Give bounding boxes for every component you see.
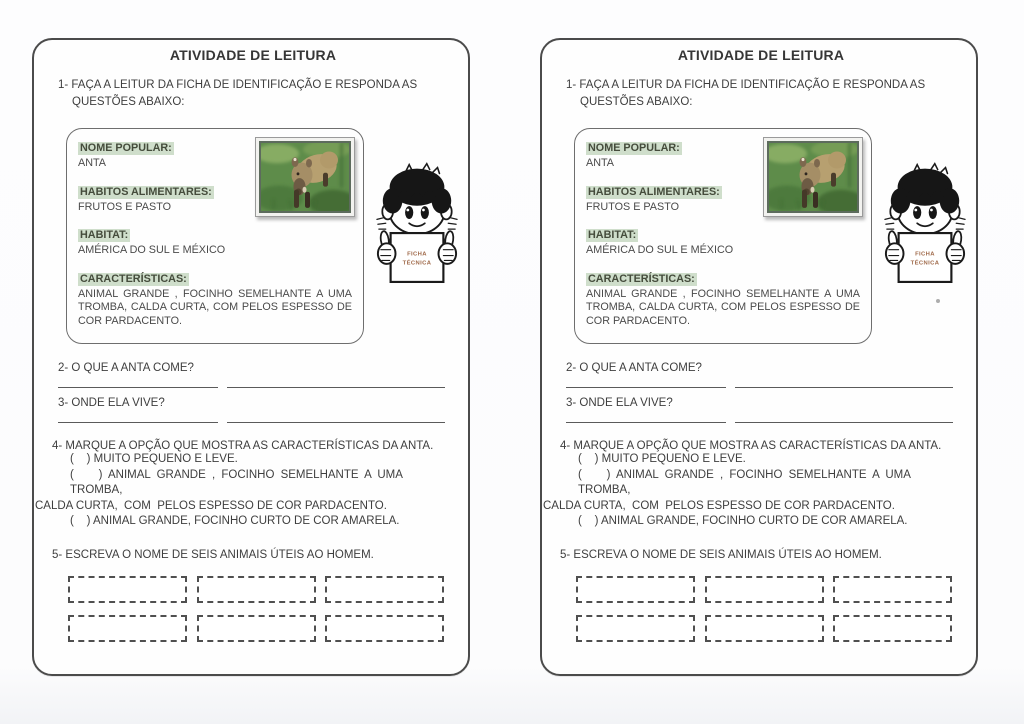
field-value: AMÉRICA DO SUL E MÉXICO <box>586 244 734 256</box>
question-1-line1: 1- FAÇA A LEITUR DA FICHA DE IDENTIFICAÇÃO E RESPONDA AS <box>566 79 926 91</box>
anta-photo-frame <box>763 137 863 217</box>
answer-line-segment <box>58 387 218 388</box>
question-4-option-2-line1: ( ) ANIMAL GRANDE , FOCINHO SEMELHANTE A UMA TROMBA, <box>70 468 409 496</box>
anta-photo <box>767 141 859 213</box>
question-1 <box>58 77 448 111</box>
ficha-field-caracteristicas <box>78 269 352 329</box>
ficha-field-nome-popular <box>78 138 248 171</box>
field-label: NOME POPULAR: <box>80 142 172 154</box>
answer-line-segment <box>735 387 953 388</box>
field-label: NOME POPULAR: <box>588 142 680 154</box>
anta-photo <box>259 141 351 213</box>
answer-boxes-row <box>68 576 444 603</box>
answer-boxes-row <box>576 615 952 642</box>
cartoon-girl-with-sign <box>882 161 968 311</box>
question-5: 5- ESCREVA O NOME DE SEIS ANIMAIS ÚTEIS AO HOMEM. <box>52 548 374 561</box>
question-2: 2- O QUE A ANTA COME? <box>566 362 702 374</box>
worksheet-title: ATIVIDADE DE LEITURA <box>169 47 337 63</box>
answer-boxes-grid <box>58 576 448 642</box>
ficha-field-habitat <box>78 225 352 258</box>
answer-box <box>325 615 444 642</box>
field-value: FRUTOS E PASTO <box>586 200 679 213</box>
field-value: ANTA <box>586 157 614 169</box>
question-1-line2: QUESTÕES ABAIXO: <box>580 96 693 108</box>
field-value: ANTA <box>78 157 106 169</box>
sign-text-line1: FICHA <box>915 251 935 258</box>
field-label: CARACTERÍSTICAS: <box>588 272 695 285</box>
answer-line-segment <box>735 422 953 423</box>
worksheet-page-1 <box>32 38 470 676</box>
question-4-option-1: ( ) MUITO PEQUENO E LEVE. <box>578 453 746 465</box>
answer-boxes-grid <box>566 576 956 642</box>
question-5: 5- ESCREVA O NOME DE SEIS ANIMAIS ÚTEIS AO HOMEM. <box>560 548 882 561</box>
answer-box <box>705 576 824 603</box>
answer-line-segment <box>566 422 726 423</box>
field-value: AMÉRICA DO SUL E MÉXICO <box>78 244 226 256</box>
field-label: CARACTERÍSTICAS: <box>80 272 187 285</box>
ficha-field-habitos <box>78 182 248 215</box>
worksheet-page-2 <box>540 38 978 676</box>
field-label: HABITAT: <box>588 229 637 241</box>
ficha-field-habitat <box>586 225 860 258</box>
ficha-field-nome-popular <box>586 138 756 171</box>
question-4-heading: 4- MARQUE A OPÇÃO QUE MOSTRA AS CARACTERÍSTICAS DA ANTA. <box>560 440 942 452</box>
question-4-option-3: ( ) ANIMAL GRANDE, FOCINHO CURTO DE COR AMARELA. <box>578 515 908 527</box>
answer-line-q3 <box>58 422 448 423</box>
question-1 <box>566 77 956 111</box>
anta-photo-frame <box>255 137 355 217</box>
question-4 <box>35 440 448 530</box>
ficha-identificacao-box <box>574 128 872 344</box>
ficha-area <box>566 128 956 346</box>
ficha-area <box>58 128 448 346</box>
question-1-line1: 1- FAÇA A LEITUR DA FICHA DE IDENTIFICAÇÃO E RESPONDA AS <box>58 79 418 91</box>
sign-text-line1: FICHA <box>407 251 427 258</box>
question-4-heading: 4- MARQUE A OPÇÃO QUE MOSTRA AS CARACTERÍSTICAS DA ANTA. <box>52 440 434 452</box>
tapir-illustration <box>261 143 349 211</box>
answer-line-q3 <box>566 422 956 423</box>
scan-speck <box>936 299 940 303</box>
field-value: FRUTOS E PASTO <box>78 200 171 213</box>
answer-box <box>576 576 695 603</box>
monica-character <box>374 161 460 311</box>
worksheet-title: ATIVIDADE DE LEITURA <box>677 47 845 63</box>
answer-box <box>705 615 824 642</box>
answer-boxes-row <box>576 576 952 603</box>
cartoon-girl-with-sign <box>374 161 460 311</box>
question-4-option-2-line2: CALDA CURTA, COM PELOS ESPESSO DE COR PARDACENTO. <box>543 499 895 512</box>
answer-line-q2 <box>566 387 956 388</box>
field-label: HABITAT: <box>80 229 129 241</box>
ficha-identificacao-box <box>66 128 364 344</box>
field-label: HABITOS ALIMENTARES: <box>80 185 212 198</box>
answer-box <box>833 615 952 642</box>
question-4 <box>543 440 956 530</box>
answer-line-segment <box>566 387 726 388</box>
sign-text-line2: TÉCNICA <box>402 260 432 267</box>
answer-line-segment <box>227 422 445 423</box>
answer-line-segment <box>227 387 445 388</box>
sign-text-line2: TÉCNICA <box>910 260 940 267</box>
question-3: 3- ONDE ELA VIVE? <box>58 397 165 409</box>
answer-box <box>197 615 316 642</box>
answer-box <box>576 615 695 642</box>
ficha-field-habitos <box>586 182 756 215</box>
answer-line-segment <box>58 422 218 423</box>
question-3: 3- ONDE ELA VIVE? <box>566 397 673 409</box>
question-4-option-2-line2: CALDA CURTA, COM PELOS ESPESSO DE COR PARDACENTO. <box>35 499 387 512</box>
field-value: ANIMAL GRANDE , FOCINHO SEMELHANTE A UMA TROMBA, CALDA CURTA, COM PELOS ESPESSO DE COR PARDACENTO. <box>586 287 860 327</box>
answer-box <box>68 615 187 642</box>
field-label: HABITOS ALIMENTARES: <box>588 185 720 198</box>
answer-box <box>833 576 952 603</box>
tapir-illustration <box>769 143 857 211</box>
question-4-option-1: ( ) MUITO PEQUENO E LEVE. <box>70 453 238 465</box>
question-4-option-2-line1: ( ) ANIMAL GRANDE , FOCINHO SEMELHANTE A UMA TROMBA, <box>578 468 917 496</box>
ficha-field-caracteristicas <box>586 269 860 329</box>
monica-character <box>882 161 968 311</box>
question-4-option-3: ( ) ANIMAL GRANDE, FOCINHO CURTO DE COR AMARELA. <box>70 515 400 527</box>
answer-boxes-row <box>68 615 444 642</box>
field-value: ANIMAL GRANDE , FOCINHO SEMELHANTE A UMA TROMBA, CALDA CURTA, COM PELOS ESPESSO DE COR PARDACENTO. <box>78 287 352 327</box>
question-2: 2- O QUE A ANTA COME? <box>58 362 194 374</box>
answer-box <box>197 576 316 603</box>
answer-box <box>325 576 444 603</box>
answer-line-q2 <box>58 387 448 388</box>
answer-box <box>68 576 187 603</box>
question-1-line2: QUESTÕES ABAIXO: <box>72 96 185 108</box>
